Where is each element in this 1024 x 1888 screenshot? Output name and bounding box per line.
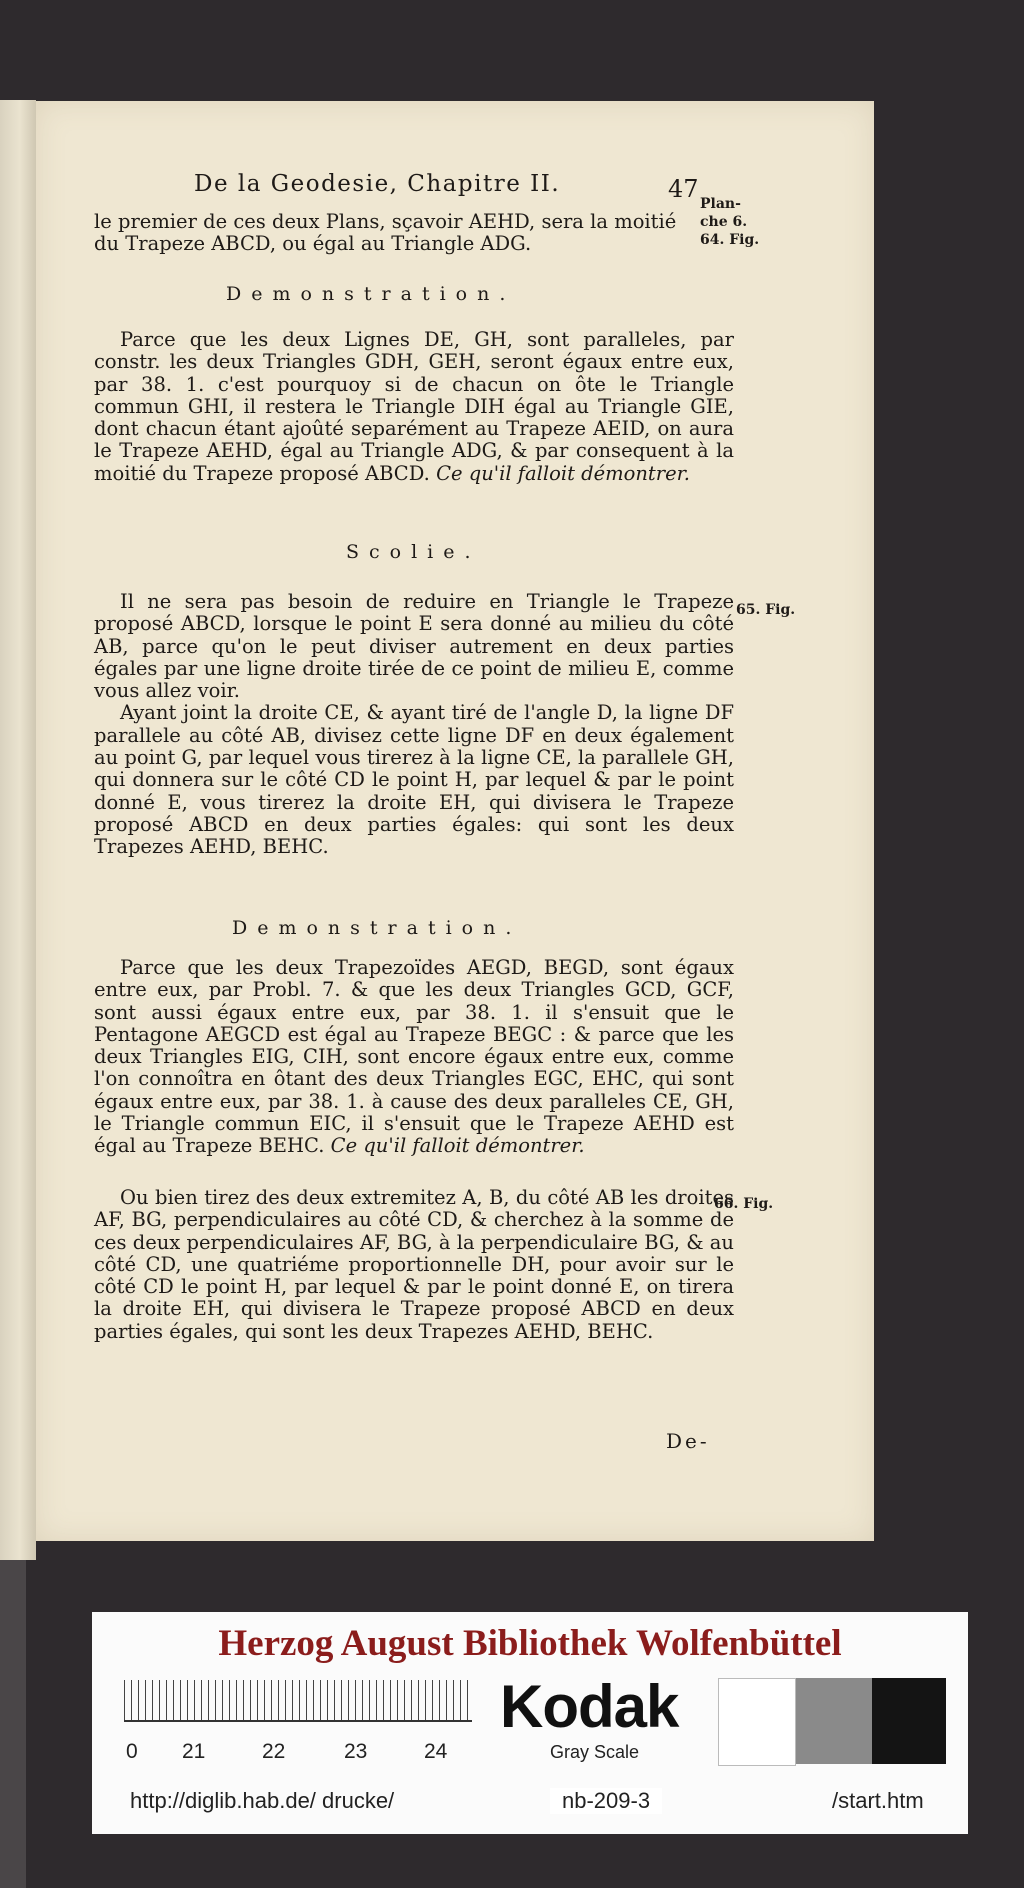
book-page xyxy=(36,101,874,1541)
demonstration-1 xyxy=(94,329,734,485)
catchword: De- xyxy=(666,1429,710,1453)
scan-background-edge xyxy=(0,1560,26,1888)
shelfmark: nb-209-3 xyxy=(550,1788,662,1814)
heading-demonstration-2: Demonstration. xyxy=(232,917,522,939)
page-number: 47 xyxy=(668,175,699,203)
scolie xyxy=(94,591,734,859)
margin-note-fig-66: 66. Fig. xyxy=(714,1196,774,1212)
scale-ruler xyxy=(124,1680,472,1722)
intro-line-2: du Trapeze ABCD, ou égal au Triangle ADG. xyxy=(94,232,532,256)
ruler-label: 24 xyxy=(424,1740,448,1763)
alternative-method xyxy=(94,1187,734,1343)
intro-line-1: le premier de ces deux Plans, sçavoir AEHD, sera la moitié xyxy=(94,210,677,233)
url-suffix: /start.htm xyxy=(832,1788,924,1813)
scolie-paragraph-2: Ayant joint la droite CE, & ayant tiré de l'angle D, la ligne DF parallele au côté AB, divisez cette ligne DF en deux également au point G, par lequel vous tirerez à la ligne CE, la parallele GH, qui donnera sur le côté CD le point H, par lequel & par le point donné E, vous tirerez la droite EH, qui divisera le Trapeze proposé ABCD en deux parties égales: qui sont les deux Trapezes AEHD, BEHC. xyxy=(94,701,734,859)
demonstration-2-qed: Ce qu'il falloit démontrer. xyxy=(330,1134,585,1158)
library-color-card xyxy=(92,1612,968,1834)
library-name: Herzog August Bibliothek Wolfenbüttel xyxy=(218,1623,842,1664)
gray-swatch-mid xyxy=(796,1678,872,1764)
kodak-logo: Kodak xyxy=(500,1673,679,1740)
margin-note-fig-65: 65. Fig. xyxy=(736,602,796,618)
gray-scale-label: Gray Scale xyxy=(550,1742,640,1762)
heading-demonstration-1: Demonstration. xyxy=(226,283,516,305)
ruler-label: 22 xyxy=(262,1740,286,1763)
digital-library-url: http://diglib.hab.de/ drucke/ xyxy=(130,1788,395,1813)
margin-note-plate: Plan- che 6. 64. Fig. xyxy=(700,196,760,248)
gray-swatch-white xyxy=(718,1678,796,1766)
demonstration-1-qed: Ce qu'il falloit démontrer. xyxy=(436,461,691,485)
ruler-label: 21 xyxy=(182,1740,206,1763)
demonstration-2 xyxy=(94,957,734,1158)
scolie-paragraph-1: Il ne sera pas besoin de reduire en Triangle le Trapeze proposé ABCD, lorsque le point E sera donné au milieu du côté AB, parce qu'on le peut diviser autrement en deux parties égales par une ligne droite tirée de ce point de milieu E, comme vous allez voir. xyxy=(94,590,734,703)
ruler-label: 23 xyxy=(344,1740,368,1763)
running-head: De la Geodesie, Chapitre II. xyxy=(194,171,561,197)
demonstration-2-text: Parce que les deux Trapezoïdes AEGD, BEGD, sont égaux entre eux, par Probl. 7. & que les deux Triangles GCD, GCF, sont aussi égaux entre eux, par 38. 1. il s'ensuit que le Pentagone AEGCD est égal au Trapeze BEGC : & parce que les deux Triangles EIG, CIH, sont encore égaux entre eux, comme l'on connoîtra en ôtant des deux Triangles EGC, EHC, qui sont égaux entre eux, par 38. 1. à cause des deux paralleles CE, GH, le Triangle commun EIC, il s'ensuit que le Trapeze AEHD est égal au Trapeze BEHC. xyxy=(94,956,734,1158)
heading-scolie: Scolie. xyxy=(346,541,481,563)
previous-page-edge xyxy=(0,100,36,1560)
gray-swatch-black xyxy=(872,1678,946,1764)
demonstration-1-text: Parce que les deux Lignes DE, GH, sont paralleles, par constr. les deux Triangles GDH, GEH, seront égaux entre eux, par 38. 1. c'est pourquoy si de chacun on ôte le Triangle commun GHI, il restera le Triangle DIH égal au Triangle GIE, dont chacun étant ajoûté separément au Trapeze AEID, on aura le Trapeze AEHD, égal au Triangle ADG, & par consequent à la moitié du Trapeze proposé ABCD. xyxy=(94,328,734,485)
ruler-label: 0 xyxy=(126,1740,138,1763)
alternative-method-text: Ou bien tirez des deux extremitez A, B, du côté AB les droites AF, BG, perpendiculaires au côté CD, & cherchez à la somme de ces deux perpendiculaires AF, BG, à la perpendiculaire BG, & au côté CD, une quatriéme proportionnelle DH, pour avoir sur le côté CD le point H, par lequel & par le point donné E, on tirera la droite EH, qui divisera le Trapeze proposé ABCD en deux parties égales, qui sont les deux Trapezes AEHD, BEHC. xyxy=(94,1186,734,1343)
intro-text xyxy=(94,211,734,256)
